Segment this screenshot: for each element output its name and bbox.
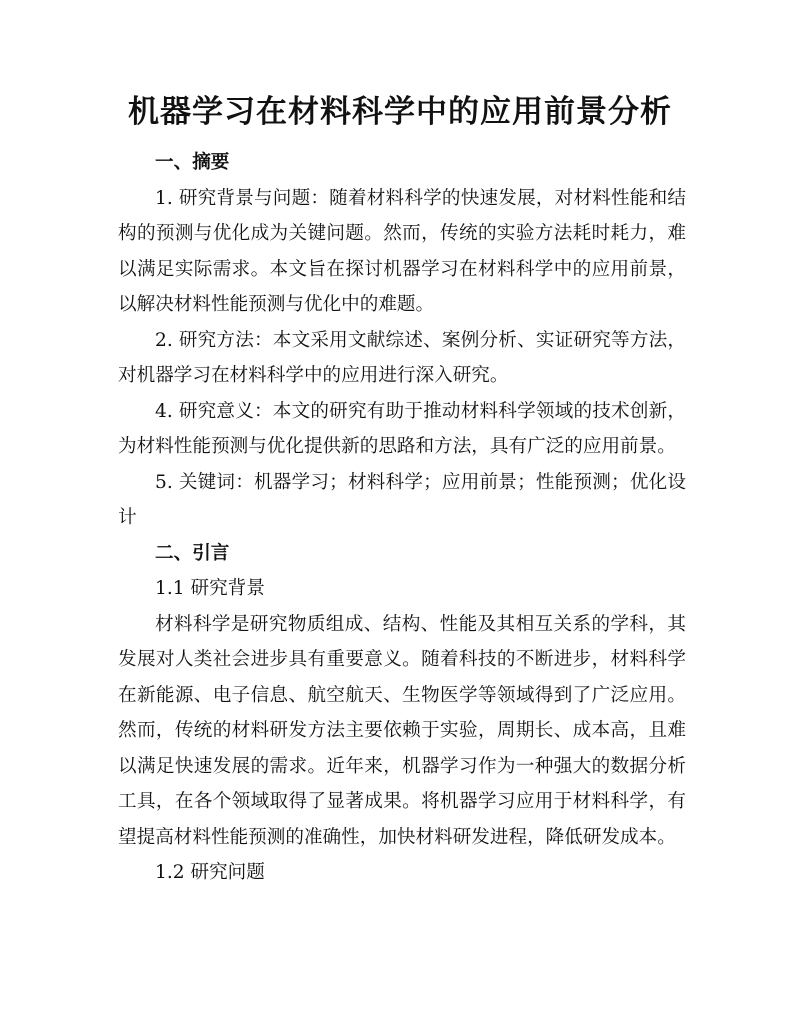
section-heading-abstract: 一、摘要 xyxy=(155,152,230,173)
document-title: 机器学习在材料科学中的应用前景分析 xyxy=(128,94,672,130)
abstract-item-background: 1. 研究背景与问题：随着材料科学的快速发展，对材料性能和结构的预测与优化成为关键问题。然而，传统的实验方法耗时耗力，难以满足实际需求。本文旨在探讨机器学习在材料科学中的应用前景，以解决材料性能预测与优化中的难题。 xyxy=(118,187,686,315)
abstract-item-methods: 2. 研究方法：本文采用文献综述、案例分析、实证研究等方法，对机器学习在材料科学中的应用进行深入研究。 xyxy=(118,329,686,386)
document-body xyxy=(118,145,686,891)
abstract-item-significance: 4. 研究意义：本文的研究有助于推动材料科学领域的技术创新，为材料性能预测与优化提供新的思路和方法，具有广泛的应用前景。 xyxy=(118,400,686,457)
abstract-item-keywords: 5. 关键词：机器学习；材料科学；应用前景；性能预测；优化设计 xyxy=(118,471,686,528)
subsection-heading-research-question: 1.2 研究问题 xyxy=(155,862,265,883)
subsection-heading-background: 1.1 研究背景 xyxy=(155,578,265,599)
paragraph-background: 材料科学是研究物质组成、结构、性能及其相互关系的学科，其发展对人类社会进步具有重要意义。随着科技的不断进步，材料科学在新能源、电子信息、航空航天、生物医学等领域得到了广泛应用。然而，传统的材料研发方法主要依赖于实验，周期长、成本高，且难以满足快速发展的需求。近年来，机器学习作为一种强大的数据分析工具，在各个领域取得了显著成果。将机器学习应用于材料科学，有望提高材料性能预测的准确性，加快材料研发进程，降低研发成本。 xyxy=(118,613,686,848)
section-heading-introduction: 二、引言 xyxy=(155,542,230,564)
